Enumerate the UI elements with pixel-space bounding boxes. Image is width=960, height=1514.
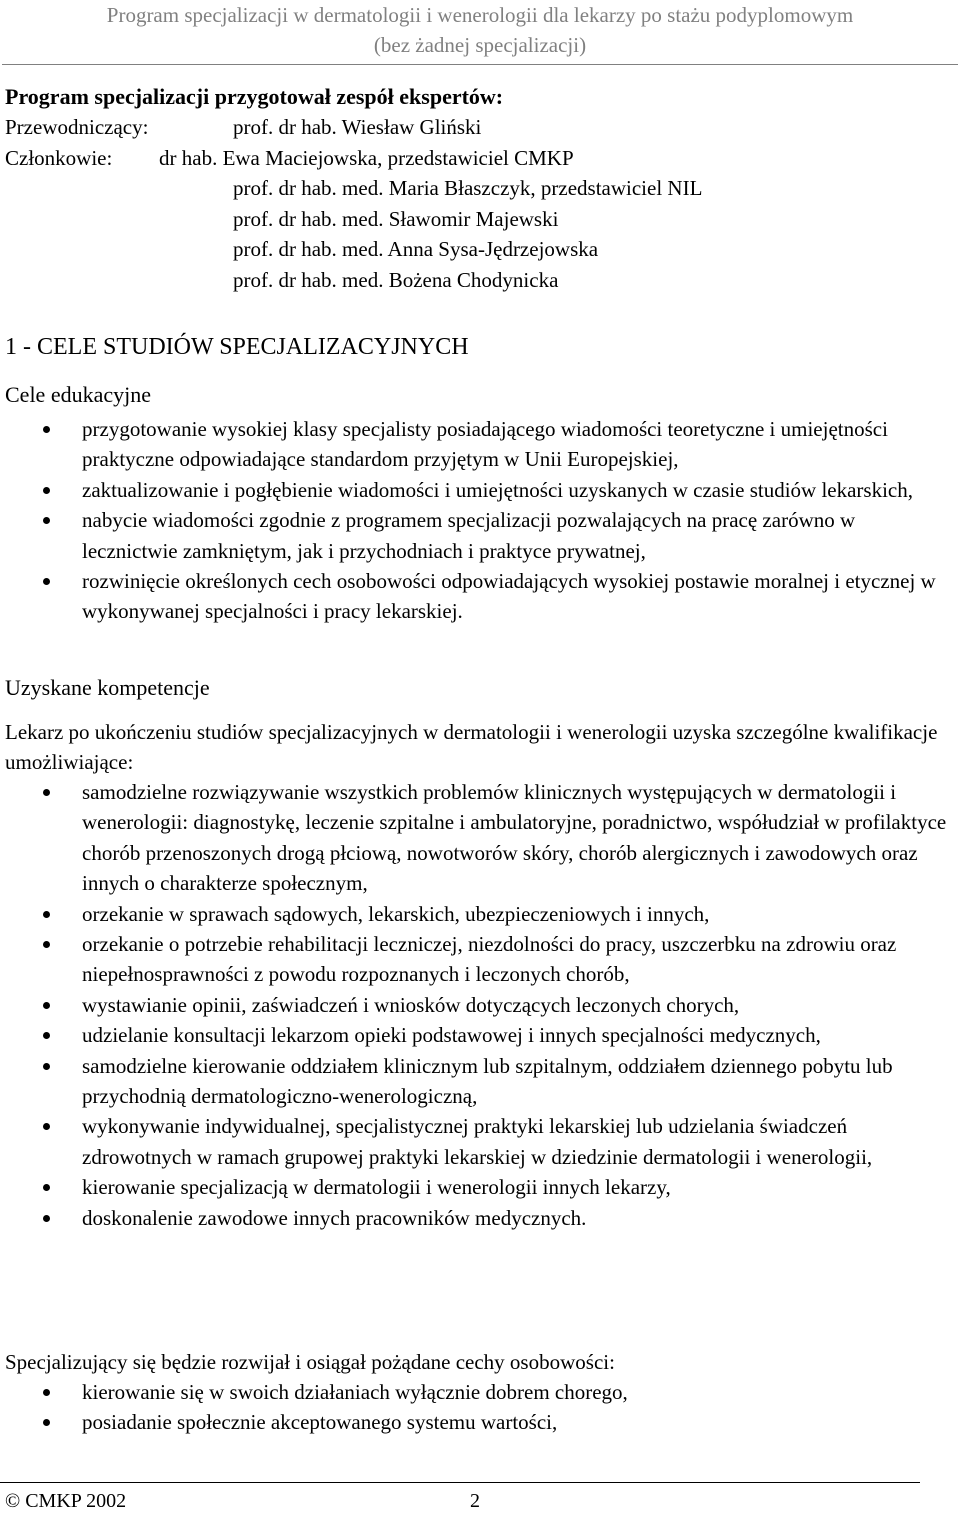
bullet-icon (43, 1215, 50, 1222)
bullet-icon (43, 941, 50, 948)
list-item: wystawianie opinii, zaświadczeń i wniosków dotyczących leczonych chorych, (5, 990, 955, 1020)
chair-label: Przewodniczący: (5, 115, 149, 139)
list-item: orzekanie o potrzebie rehabilitacji leczniczej, niezdolności do pracy, uszczerbku na zdrowiu oraz niepełnosprawności z powodu rozpoznanych i leczonych chorób, (5, 929, 955, 990)
member-name: prof. dr hab. med. Maria Błaszczyk, przedstawiciel NIL (233, 176, 703, 200)
list-item: udzielanie konsultacji lekarzom opieki podstawowej i innych specjalności medycznych, (5, 1020, 955, 1050)
bullet-icon (43, 1002, 50, 1009)
competences-block (5, 673, 955, 1233)
member-name: prof. dr hab. med. Anna Sysa-Jędrzejowska (233, 237, 599, 261)
member-name: dr hab. Ewa Maciejowska, przedstawiciel CMKP (159, 145, 574, 170)
goals-block (5, 380, 955, 627)
bullet-icon (43, 1032, 50, 1039)
list-item: kierowanie specjalizacją w dermatologii i wenerologii innych lekarzy, (5, 1172, 955, 1202)
header-line-1: Program specjalizacji w dermatologii i wenerologii dla lekarzy po stażu podyplomowym (106, 3, 854, 27)
bullet-icon (43, 578, 50, 585)
traits-intro: Specjalizujący się będzie rozwijał i osiągał pożądane cechy osobowości: (5, 1350, 615, 1374)
list-item: orzekanie w sprawach sądowych, lekarskich, ubezpieczeniowych i innych, (5, 899, 955, 929)
list-item: kierowanie się w swoich działaniach wyłącznie dobrem chorego, (5, 1377, 955, 1407)
competences-title: Uzyskane kompetencje (5, 675, 210, 700)
member-row (5, 204, 955, 235)
list-item: samodzielne kierowanie oddziałem klinicznym lub szpitalnym, oddziałem dziennego pobytu lub przychodnią dermatologiczno-wenerologiczną, (5, 1051, 955, 1112)
member-name: prof. dr hab. med. Bożena Chodynicka (233, 267, 559, 292)
bullet-icon (43, 426, 50, 433)
list-item: wykonywanie indywidualnej, specjalistycznej praktyki lekarskiej lub udzielania świadczeń zdrowotnych w ramach grupowej praktyki lekarskiej w dziedzinie dermatologii i wenerologii, (5, 1111, 955, 1172)
bullet-icon (43, 1389, 50, 1396)
running-header (0, 0, 960, 60)
competences-intro: Lekarz po ukończeniu studiów specjalizacyjnych w dermatologii i wenerologii uzyska szczególne kwalifikacje umożliwiające: (5, 720, 938, 774)
goals-list (5, 414, 955, 627)
footer-divider (0, 1482, 920, 1483)
traits-list (5, 1377, 955, 1438)
bullet-icon (43, 911, 50, 918)
members-label: Członkowie: (5, 145, 113, 170)
list-item: zaktualizowanie i pogłębienie wiadomości i umiejętności uzyskanych w czasie studiów lekarskich, (5, 475, 955, 505)
bullet-icon (43, 517, 50, 524)
experts-section (5, 82, 955, 295)
bullet-icon (43, 1184, 50, 1191)
list-item: przygotowanie wysokiej klasy specjalisty posiadającego wiadomości teoretyczne i umiejętności praktyczne odpowiadające standardom przyjętym w Unii Europejskiej, (5, 414, 955, 475)
list-item: doskonalenie zawodowe innych pracowników medycznych. (5, 1203, 955, 1233)
goals-title: Cele edukacyjne (5, 382, 151, 407)
section-title: 1 - CELE STUDIÓW SPECJALIZACYJNYCH (5, 334, 469, 360)
bullet-icon (43, 1123, 50, 1130)
member-row (5, 143, 955, 174)
list-item: rozwinięcie określonych cech osobowości odpowiadających wysokiej postawie moralnej i etycznej w wykonywanej specjalności i pracy lekarskiej. (5, 566, 955, 627)
member-row (5, 265, 955, 296)
bullet-icon (43, 1063, 50, 1070)
member-name: prof. dr hab. med. Sławomir Majewski (233, 206, 559, 231)
chair-name: prof. dr hab. Wiesław Gliński (233, 115, 482, 139)
page-number: 2 (470, 1490, 480, 1512)
traits-block (5, 1347, 955, 1438)
competences-list (5, 777, 955, 1233)
bullet-icon (43, 487, 50, 494)
bullet-icon (43, 789, 50, 796)
member-row (5, 173, 955, 204)
header-divider (2, 64, 958, 65)
chair-row (5, 112, 955, 143)
list-item: posiadanie społecznie akceptowanego systemu wartości, (5, 1407, 955, 1437)
list-item: nabycie wiadomości zgodnie z programem specjalizacji pozwalających na pracę zarówno w lecznictwie zamkniętym, jak i przychodniach i praktyce prywatnej, (5, 505, 955, 566)
list-item: samodzielne rozwiązywanie wszystkich problemów klinicznych występujących w dermatologii i wenerologii: diagnostykę, leczenie szpitalne i ambulatoryjne, poradnictwo, współudział w profilaktyce chorób przenoszonych drogą płciową, nowotworów skóry, chorób alergicznych i zawodowych oraz innych o charakterze społecznym, (5, 777, 955, 899)
header-line-2: (bez żadnej specjalizacji) (373, 33, 587, 57)
member-row (5, 234, 955, 265)
experts-title: Program specjalizacji przygotował zespół ekspertów: (5, 84, 504, 109)
bullet-icon (43, 1419, 50, 1426)
footer-copyright: © CMKP 2002 (5, 1490, 127, 1512)
